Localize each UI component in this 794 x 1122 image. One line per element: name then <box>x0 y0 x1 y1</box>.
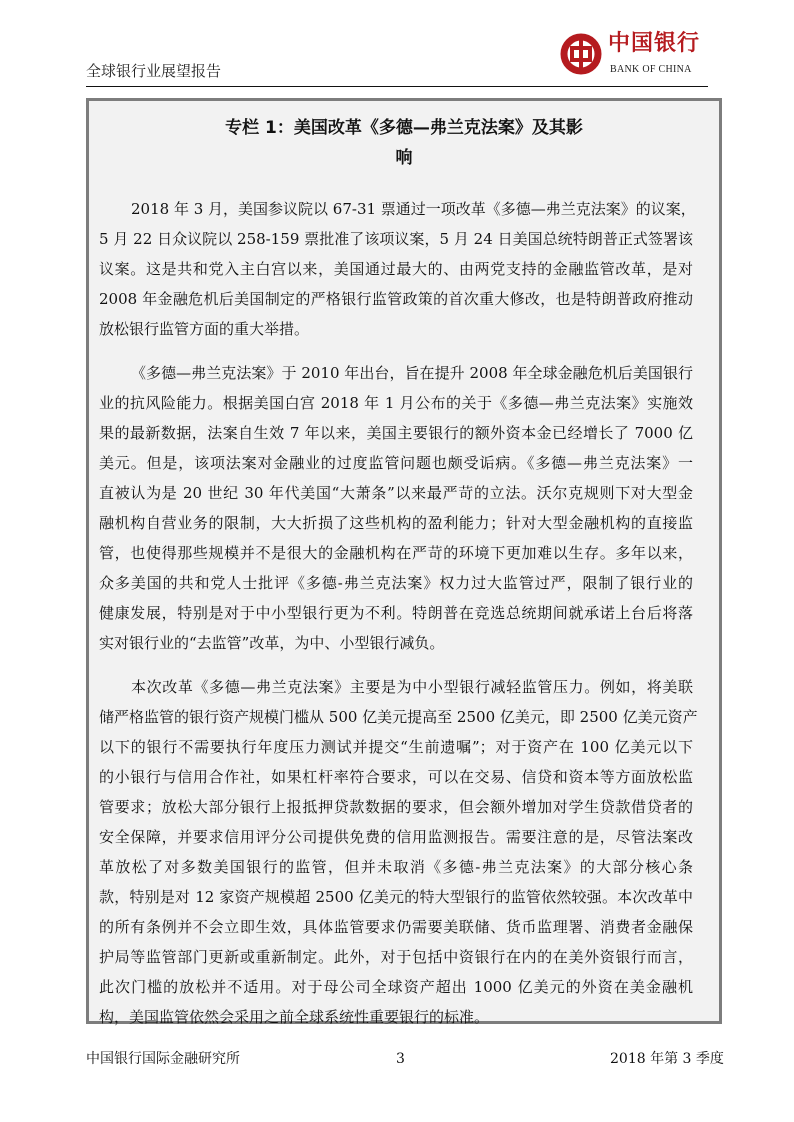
paragraph-3-line: 款，特别是对 12 家资产规模超 2500 亿美元的特大型银行的监管依然较强。本次改革中 <box>99 888 693 906</box>
header-divider <box>86 86 708 87</box>
paragraph-2-line: 管，也使得那些规模并不是很大的金融机构在严苛的环境下更加难以生存。多年以来， <box>99 544 693 562</box>
paragraph-2-line: 果的最新数据，法案自生效 7 年以来，美国主要银行的额外资本金已经增长了 7000 亿 <box>99 424 693 442</box>
bank-of-china-emblem-icon <box>560 33 602 75</box>
logo-chinese-text: 中国银行 <box>608 30 701 56</box>
paragraph-3-line: 本次改革《多德—弗兰克法案》主要是为中小型银行减轻监管压力。例如，将美联 <box>131 678 693 696</box>
paragraph-1-line: 2008 年金融危机后美国制定的严格银行监管政策的首次重大修改，也是特朗普政府推动 <box>99 290 693 308</box>
paragraph-3-line: 护局等监管部门更新或重新制定。此外，对于包括中资银行在内的在美外资银行而言， <box>99 948 693 966</box>
paragraph-2-line: 《多德—弗兰克法案》于 2010 年出台，旨在提升 2008 年全球金融危机后美国银行 <box>131 364 693 382</box>
bank-of-china-logo <box>560 30 720 82</box>
paragraph-2-line: 融机构自营业务的限制，大大折损了这些机构的盈利能力；针对大型金融机构的直接监 <box>99 514 693 532</box>
footer-institute: 中国银行国际金融研究所 <box>86 1051 240 1067</box>
paragraph-2-line: 美元。但是，该项法案对金融业的过度监管问题也颇受诟病。《多德—弗兰克法案》一 <box>99 454 693 472</box>
footer-page-number: 3 <box>396 1051 405 1067</box>
paragraph-3-line: 构，美国监管依然会采用之前全球系统性重要银行的标准。 <box>99 1008 490 1026</box>
paragraph-3-line: 此次门槛的放松并不适用。对于母公司全球资产超出 1000 亿美元的外资在美金融机 <box>99 978 693 996</box>
paragraph-2-line: 实对银行业的“去监管”改革，为中、小型银行减负。 <box>99 634 445 652</box>
logo-english-text: BANK OF CHINA <box>610 64 692 75</box>
paragraph-2-line: 众多美国的共和党人士批评《多德-弗兰克法案》权力过大监管过严，限制了银行业的 <box>99 574 693 592</box>
paragraph-1-line: 5 月 22 日众议院以 258-159 票批准了该项议案，5 月 24 日美国总统特朗普正式签署该 <box>99 230 693 248</box>
column-title-line-1: 专栏 1：美国改革《多德—弗兰克法案》及其影 <box>225 118 583 138</box>
paragraph-3-line: 的所有条例并不会立即生效，具体监管要求仍需要美联储、货币监理署、消费者金融保 <box>99 918 693 936</box>
paragraph-2-line: 业的抗风险能力。根据美国白宫 2018 年 1 月公布的关于《多德—弗兰克法案》实施效 <box>99 394 693 412</box>
report-header-title: 全球银行业展望报告 <box>86 62 222 80</box>
paragraph-2-line: 健康发展，特别是对于中小型银行更为不利。特朗普在竞选总统期间就承诺上台后将落 <box>99 604 693 622</box>
footer-period: 2018 年第 3 季度 <box>610 1051 724 1067</box>
paragraph-1-line: 2018 年 3 月，美国参议院以 67-31 票通过一项改革《多德—弗兰克法案》的议案， <box>131 200 696 218</box>
paragraph-2-line: 直被认为是 20 世纪 30 年代美国“大萧条”以来最严苛的立法。沃尔克规则下对大型金 <box>99 484 693 502</box>
paragraph-1-line: 放松银行监管方面的重大举措。 <box>99 320 310 338</box>
column-title-line-2: 响 <box>395 148 413 168</box>
paragraph-1-line: 议案。这是共和党入主白宫以来，美国通过最大的、由两党支持的金融监管改革，是对 <box>99 260 693 278</box>
paragraph-3-line: 管要求；放松大部分银行上报抵押贷款数据的要求，但会额外增加对学生贷款借贷者的 <box>99 798 693 816</box>
paragraph-3-line: 安全保障，并要求信用评分公司提供免费的信用监测报告。需要注意的是，尽管法案改 <box>99 828 693 846</box>
paragraph-3-line: 以下的银行不需要执行年度压力测试并提交“生前遗嘱”；对于资产在 100 亿美元以下 <box>99 738 693 756</box>
paragraph-3-line: 储严格监管的银行资产规模门槛从 500 亿美元提高至 2500 亿美元，即 2500 亿美元资产 <box>99 708 698 726</box>
column-box <box>86 98 722 1024</box>
paragraph-3-line: 革放松了对多数美国银行的监管，但并未取消《多德-弗兰克法案》的大部分核心条 <box>99 858 693 876</box>
paragraph-3-line: 的小银行与信用合作社，如果杠杆率符合要求，可以在交易、信贷和资本等方面放松监 <box>99 768 693 786</box>
